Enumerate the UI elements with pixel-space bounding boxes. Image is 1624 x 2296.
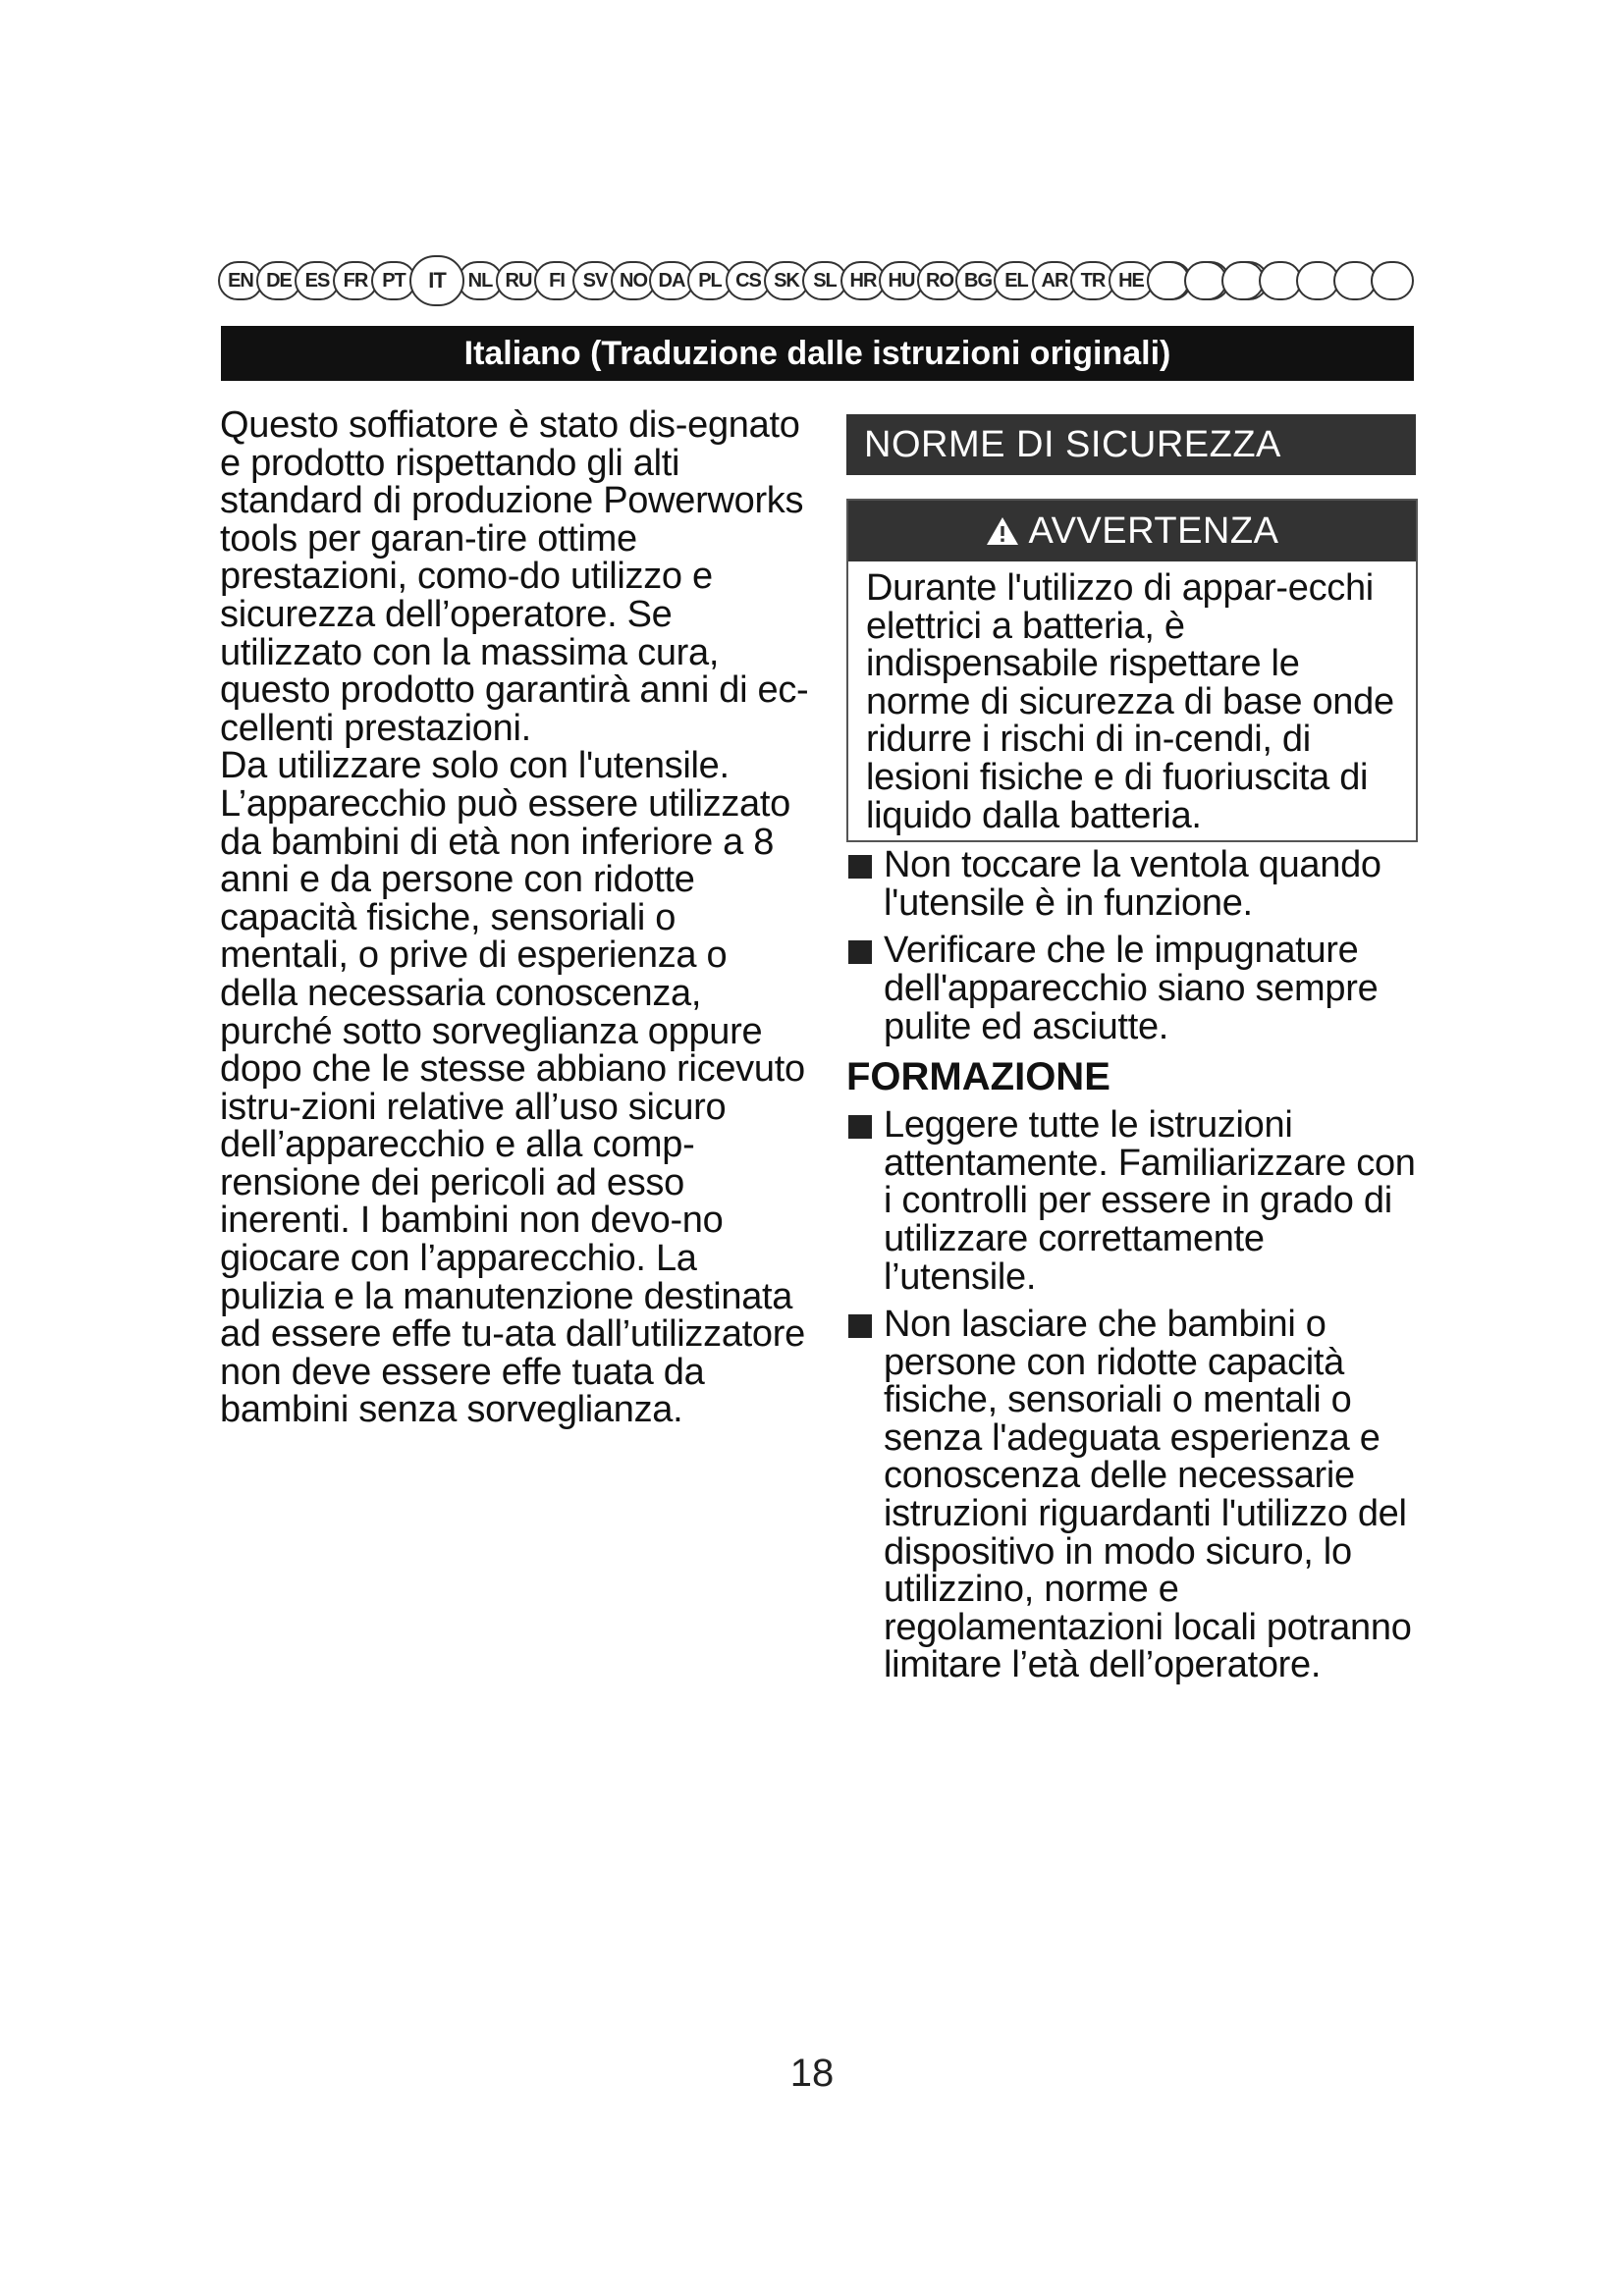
language-tab-da[interactable]: DA [649,261,694,300]
language-tab-ro[interactable]: RO [917,261,962,300]
header-title: Italiano (Traduzione dalle istruzioni originali) [463,334,1171,372]
bullet-text: Leggere tutte le istruzioni attentamente. Familiarizzare con i controlli per essere in grado di utilizzare correttamente l’utensile. [884,1104,1416,1298]
bullet-square-icon [848,1314,872,1338]
language-tab-ar[interactable]: AR [1032,261,1077,300]
empty-language-slots [1153,261,1414,300]
training-heading: FORMAZIONE [846,1055,1110,1099]
language-tab-el[interactable]: EL [994,261,1039,300]
language-tab-pt[interactable]: PT [371,261,416,300]
bullet-text: Non lasciare che bambini o persone con ridotte capacità fisiche, sensoriali o mentali o senza l'adeguata esperienza e conoscenza delle necessarie istruzioni riguardanti l'utilizzo del dispositivo in modo sicuro, lo utilizzino, norme e regolamentazioni locali potranno limitare l’età dell’operatore. [884,1304,1412,1686]
warning-box [846,499,1418,842]
warning-text: Durante l'utilizzo di appar-ecchi elettrici a batteria, è indispensabile rispettare le norme di sicurezza di base onde ridurre i rischi di in-cendi, di lesioni fisiche e di fuoriuscita di liquido dalla batteria. [866,567,1394,836]
bullet-text: Non toccare la ventola quando l'utensile è in funzione. [884,844,1381,924]
warning-triangle-icon [986,516,1019,546]
language-tab-sv[interactable]: SV [572,261,618,300]
bullet-square-icon [848,855,872,879]
right-column [846,414,1416,1694]
language-tab-de[interactable]: DE [256,261,301,300]
page-number: 18 [789,2052,835,2095]
language-tab-es[interactable]: ES [295,261,340,300]
bullet-square-icon [848,1115,872,1139]
language-tab-ru[interactable]: RU [496,261,541,300]
language-tab-fr[interactable]: FR [333,261,378,300]
language-tab-sl[interactable]: SL [802,261,847,300]
left-column [220,406,809,1429]
list-item [846,846,1416,922]
list-item [846,932,1416,1045]
language-tab-it[interactable]: IT [409,255,464,306]
language-tab-tr[interactable]: TR [1070,261,1115,300]
empty-language-slot [1371,261,1414,300]
safety-bullets [846,846,1416,1045]
language-tab-no[interactable]: NO [611,261,656,300]
list-item [846,1306,1416,1684]
language-tab-cs[interactable]: CS [726,261,771,300]
safety-rules-heading [846,414,1416,475]
section-title: NORME DI SICUREZZA [864,423,1281,465]
bullet-text: Verificare che le impugnature dell'apparecchio siano sempre pulite ed asciutte. [884,930,1379,1047]
language-tab-he[interactable]: HE [1109,261,1154,300]
warning-header [848,501,1416,561]
usage-paragraph: Da utilizzare solo con l'utensile. [220,745,730,787]
language-tab-fi[interactable]: FI [534,261,579,300]
language-tab-bg[interactable]: BG [955,261,1001,300]
bullet-square-icon [848,940,872,964]
list-item [846,1106,1416,1296]
language-tab-hr[interactable]: HR [840,261,886,300]
training-bullets [846,1106,1416,1684]
language-header-bar [221,326,1414,381]
language-tab-nl[interactable]: NL [458,261,503,300]
language-tab-pl[interactable]: PL [687,261,732,300]
intro-paragraph: Questo soffiatore è stato dis-egnato e prodotto rispettando gli alti standard di produzione Powerworks tools per garan-tire ottime prestazioni, como-do utilizzo e sicurezza dell’operatore. Se utilizzato con la massima cura, questo prodotto garantirà anni di ec-cellenti prestazioni. [220,404,809,749]
language-tabs [218,257,1269,304]
language-tab-sk[interactable]: SK [764,261,809,300]
children-safety-paragraph: L’apparecchio può essere utilizzato da bambini di età non inferiore a 8 anni e da persone con ridotte capacità fisiche, sensoriali o mentali, o prive di esperienza o della necessaria conoscenza, purché sotto sorveglianza oppure dopo che le stesse abbiano ricevuto istru-zioni relative all’uso sicuro dell’apparecchio e alla comp-rensione dei pericoli ad esso inerenti. I bambini non devo-no giocare con l’apparecchio. La pulizia e la manutenzione destinata ad essere effe tu-ata dall’utilizzatore non deve essere effe tuata da bambini senza sorveglianza. [220,782,805,1431]
language-selector [218,257,1414,304]
language-tab-en[interactable]: EN [218,261,263,300]
language-tab-hu[interactable]: HU [879,261,924,300]
warning-title: AVVERTENZA [1028,509,1279,552]
